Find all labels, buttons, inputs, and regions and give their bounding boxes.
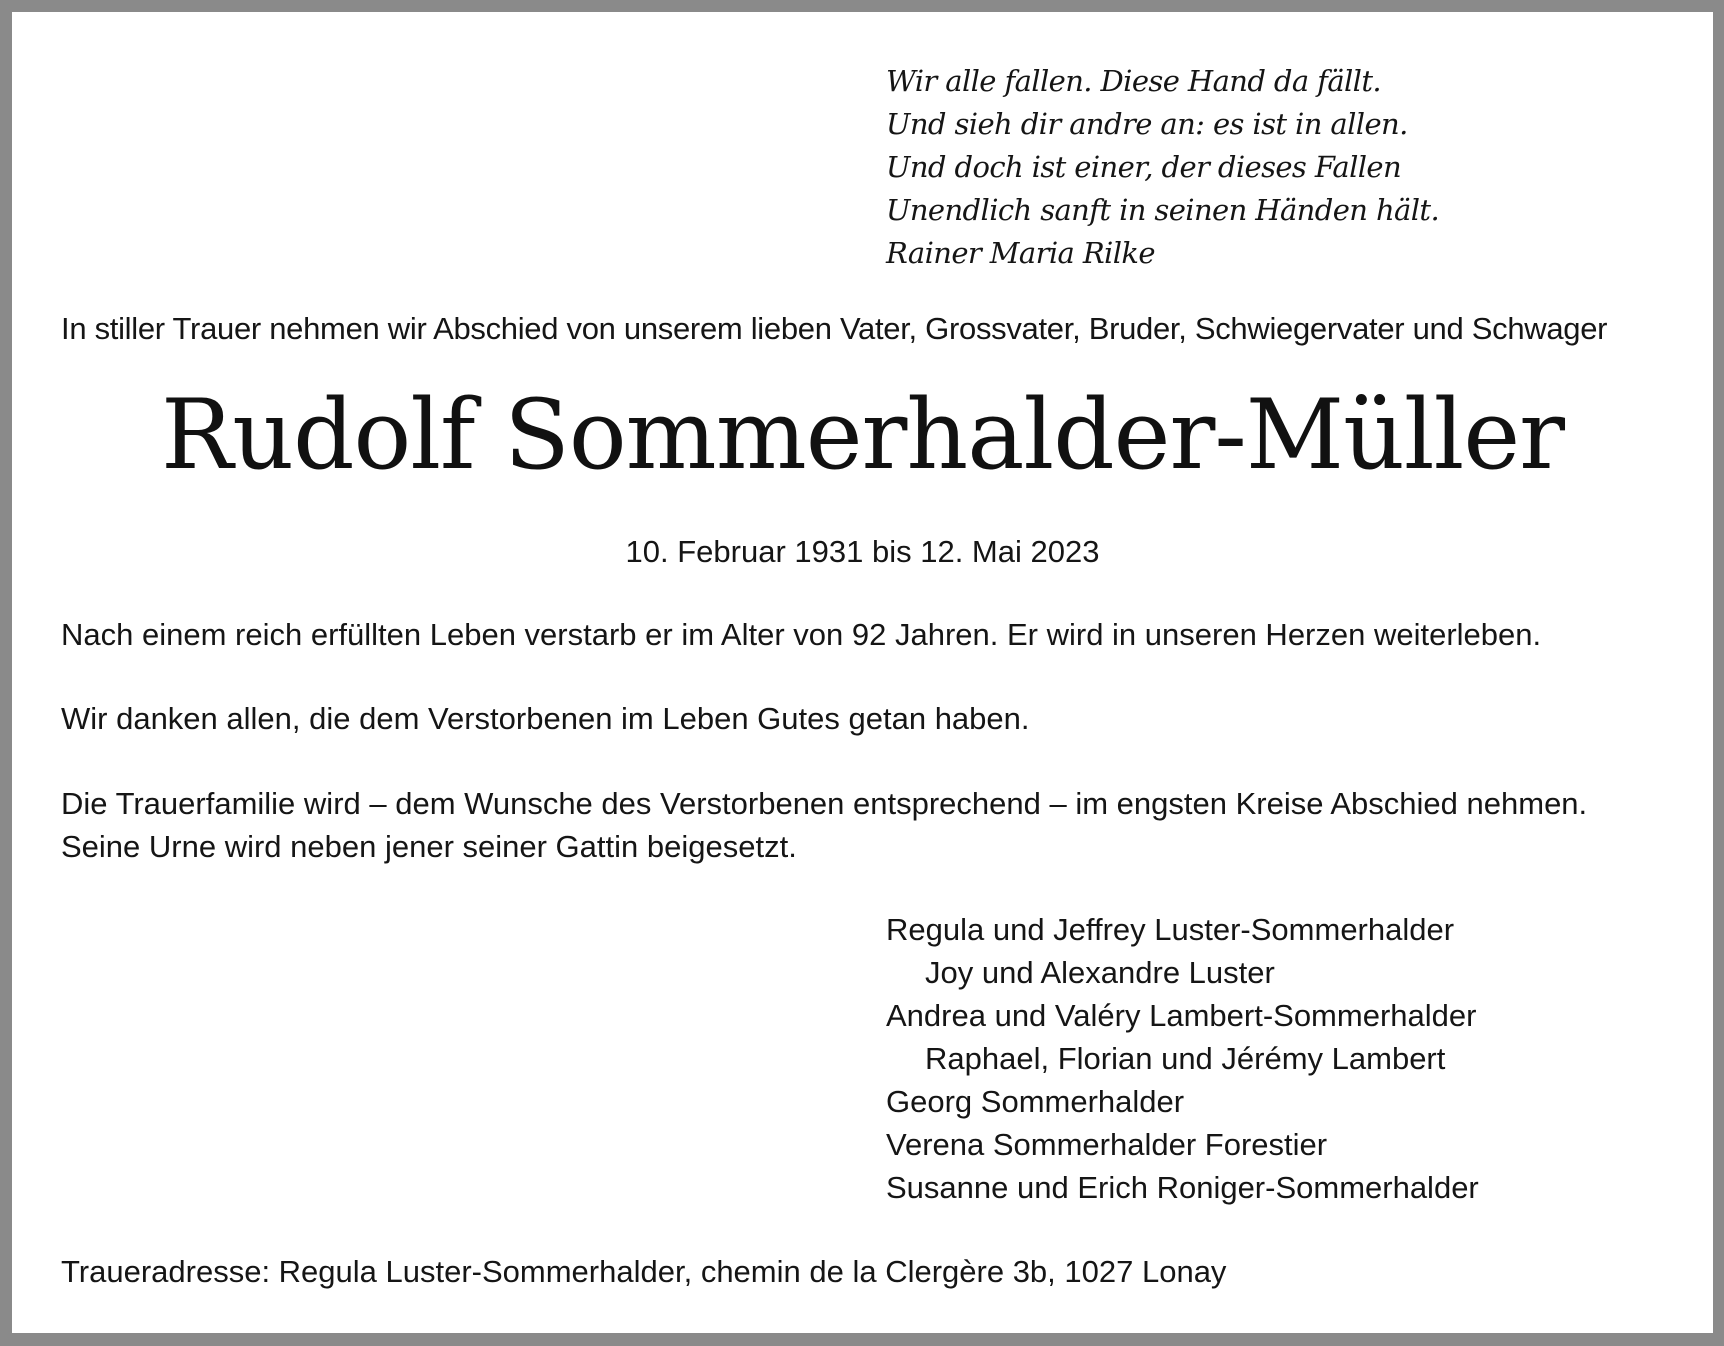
farewell-line: Die Trauerfamilie wird – dem Wunsche des Verstorbenen entsprechend – im engsten Kreise Abschied nehmen. <box>61 786 1588 821</box>
poem-author: Rainer Maria Rilke <box>886 236 1155 270</box>
mourner-entry: Raphael, Florian und Jérémy Lambert <box>925 1041 1446 1076</box>
poem-line: Und doch ist einer, der dieses Fallen <box>886 150 1402 184</box>
life-dates: 10. Februar 1931 bis 12. Mai 2023 <box>625 534 1100 569</box>
mourners-list <box>886 908 1479 1209</box>
mourner-entry: Andrea und Valéry Lambert-Sommerhalder <box>886 998 1477 1033</box>
mourner-entry: Georg Sommerhalder <box>886 1084 1185 1119</box>
obituary-page <box>12 12 1713 1333</box>
mourner-entry: Regula und Jeffrey Luster-Sommerhalder <box>886 912 1455 947</box>
mourner-entry: Joy und Alexandre Luster <box>925 955 1275 990</box>
poem-quote <box>886 60 1439 275</box>
thanks-paragraph: Wir danken allen, die dem Verstorbenen im Leben Gutes getan haben. <box>61 701 1030 736</box>
poem-line: Wir alle fallen. Diese Hand da fällt. <box>886 64 1382 98</box>
farewell-line: Seine Urne wird neben jener seiner Gattin beigesetzt. <box>61 829 797 864</box>
farewell-paragraph <box>61 782 1587 868</box>
mourner-entry: Susanne und Erich Roniger-Sommerhalder <box>886 1170 1479 1205</box>
deceased-name: Rudolf Sommerhalder-Müller <box>160 379 1565 491</box>
mourner-entry: Verena Sommerhalder Forestier <box>886 1127 1328 1162</box>
mourning-address: Traueradresse: Regula Luster-Sommerhalder, chemin de la Clergère 3b, 1027 Lonay <box>61 1254 1227 1289</box>
intro-text: In stiller Trauer nehmen wir Abschied von unserem lieben Vater, Grossvater, Bruder, Schwiegervater und Schwager <box>61 311 1608 346</box>
poem-line: Unendlich sanft in seinen Händen hält. <box>886 193 1440 227</box>
poem-line: Und sieh dir andre an: es ist in allen. <box>886 107 1408 141</box>
life-paragraph: Nach einem reich erfüllten Leben verstarb er im Alter von 92 Jahren. Er wird in unseren Herzen weiterleben. <box>61 617 1542 652</box>
